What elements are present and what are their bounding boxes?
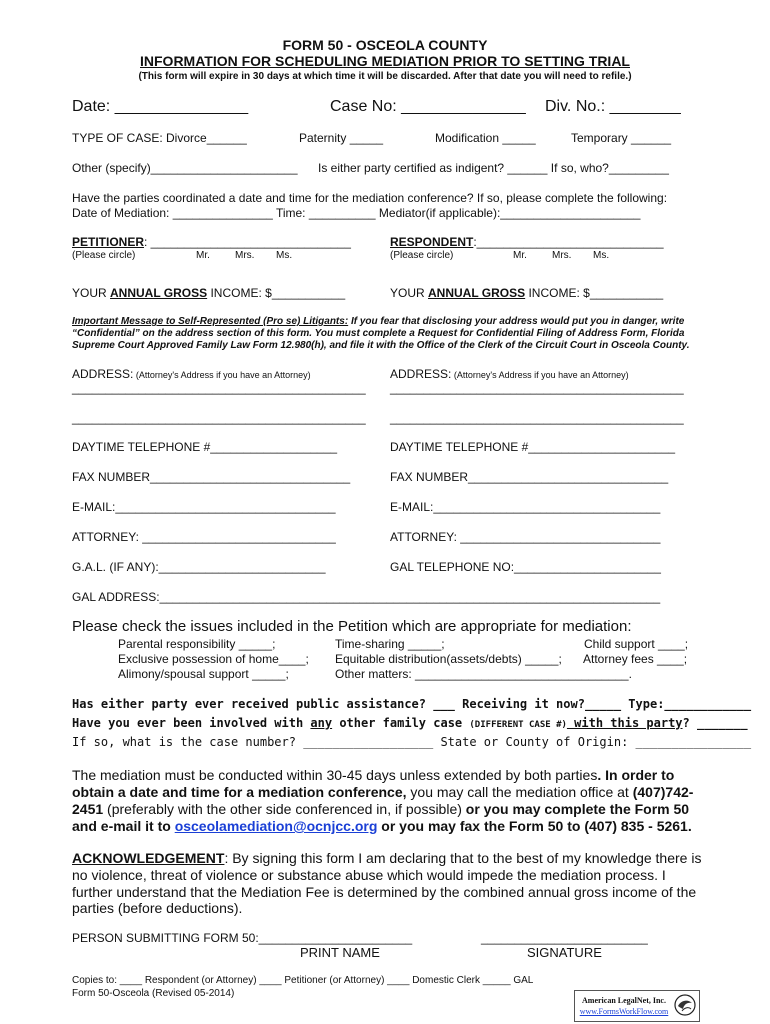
issue-exclusive-possession[interactable]: Exclusive possession of home____; [118,652,309,666]
q-with: with this party [566,716,683,730]
income-prefix: YOUR [72,286,111,300]
income-prefix: YOUR [390,286,429,300]
respondent-address-label [390,367,629,381]
petitioner-address-label [72,367,311,381]
form-title: FORM 50 - OSCEOLA COUNTY [282,37,488,53]
respondent-mrs[interactable]: Mrs. [552,250,572,261]
petitioner-mrs[interactable]: Mrs. [235,250,255,261]
income-annual-gross: ANNUAL GROSS [110,286,208,300]
m2b: you may call the mediation office at [410,784,633,800]
form-subtitle: INFORMATION FOR SCHEDULING MEDIATION PRIOR TO SETTING TRIAL [140,53,630,69]
respondent-phone-field[interactable]: DAYTIME TELEPHONE #______________________ [390,440,676,454]
respondent-line: :____________________________ [473,235,664,249]
ack-label: ACKNOWLEDGEMENT [72,850,225,866]
person-submitting-field[interactable]: PERSON SUBMITTING FORM 50:_______________________ [72,931,413,945]
print-name-label: PRINT NAME [300,945,380,960]
m4a: and e-mail it to [72,818,175,834]
issue-time-sharing[interactable]: Time-sharing _____; [335,637,445,651]
copies-to-line[interactable]: Copies to: ____ Respondent (or Attorney) ____ Petitioner (or Attorney) ____ Domestic Clerk _____ GAL [72,975,534,986]
case-type-paternity[interactable]: Paternity _____ [299,131,384,145]
address-label: ADDRESS: [390,367,452,381]
issue-parental-responsibility[interactable]: Parental responsibility _____; [118,637,276,651]
issues-heading: Please check the issues included in the Petition which are appropriate for mediation: [72,618,632,635]
respondent-circle-note: (Please circle) [390,250,454,261]
q-pre: Have you ever been involved with [72,716,311,730]
m1b: . In order to [597,767,675,783]
american-legalnet-logo [574,990,700,1022]
income-suffix: INCOME: $___________ [207,286,346,300]
ack-line1 [72,850,701,866]
indigent-question[interactable]: Is either party certified as indigent? ______ If so, who?_________ [318,161,669,175]
mediation-line3 [72,801,689,817]
petitioner-circle-note: (Please circle) [72,250,136,261]
respondent-address-line2[interactable]: ____________________________________________ [390,411,684,425]
issue-other-matters[interactable]: Other matters: ________________________________. [335,667,632,681]
address-label: ADDRESS: [72,367,134,381]
gal-phone-field[interactable]: GAL TELEPHONE NO:______________________ [390,560,661,574]
respondent-ms[interactable]: Ms. [593,250,610,261]
mediation-email-link[interactable]: osceolamediation@ocnjcc.org [174,818,378,834]
other-family-case-question[interactable] [72,716,748,730]
q-any: any [310,716,333,730]
issue-child-support[interactable]: Child support ____; [584,637,689,651]
coordinated-question: Have the parties coordinated a date and time for the mediation conference? If so, please complete the following: [72,191,668,205]
respondent-income-field[interactable] [390,286,663,300]
logo-company-name: American LegalNet, Inc. [582,996,666,1005]
petitioner-address-line1[interactable]: ____________________________________________ [72,381,366,395]
petitioner-email-field[interactable]: E-MAIL:_________________________________ [72,500,336,514]
petitioner-phone-field[interactable]: DAYTIME TELEPHONE #___________________ [72,440,338,454]
petitioner-income-field[interactable] [72,286,345,300]
logo-text [579,995,669,1017]
respondent-email-field[interactable]: E-MAIL:__________________________________ [390,500,661,514]
petitioner-attorney-field[interactable]: ATTORNEY: _____________________________ [72,530,336,544]
m4b: or you may fax the Form 50 to (407) 835 - 5261. [377,818,692,834]
m2c: (407)742- [632,784,694,800]
q-mid: other family case [332,716,470,730]
address-note: (Attorney's Address if you have an Attorney) [451,370,629,380]
important-message-line1 [72,316,684,327]
income-annual-gross: ANNUAL GROSS [428,286,526,300]
issue-equitable-distribution[interactable]: Equitable distribution(assets/debts) _____; [335,652,562,666]
ack-line2: no violence, threat of violence or substance abuse which would impede the mediation process. I [72,867,666,883]
signature-line[interactable]: _________________________ [481,931,648,945]
logo-url[interactable]: www.FormsWorkFlow.com [579,1007,669,1016]
date-field[interactable]: Date: _______________ [72,98,249,115]
ack-line3: further understand that the Mediation Fee is determined by the combined annual gross income of the [72,884,697,900]
petitioner-address-line2[interactable]: ____________________________________________ [72,411,366,425]
ack-line4: parties (before deductions). [72,900,243,916]
mediation-line2 [72,784,693,800]
m3b: (preferably with the other side conferenced in, if possible) [103,801,466,817]
mediation-date-time-field[interactable]: Date of Mediation: _______________ Time: __________ Mediator(if applicable):_____________________ [72,206,641,220]
gal-field[interactable]: G.A.L. (IF ANY):_________________________ [72,560,326,574]
case-type-other[interactable]: Other (specify)______________________ [72,161,298,175]
petitioner-mr[interactable]: Mr. [196,250,210,261]
income-suffix: INCOME: $___________ [525,286,664,300]
important-message-line3: Supreme Court Approved Family Law Form 12.980(h), and file it with the Office of the Clerk of the Circuit Court in Osceola County. [72,340,690,351]
petitioner-ms[interactable]: Ms. [276,250,293,261]
signature-label: SIGNATURE [527,945,602,960]
petitioner-field[interactable] [72,235,351,249]
petitioner-label: PETITIONER [72,235,145,249]
important-message-rest: If you fear that disclosing your address would put you in danger, write [348,316,685,327]
petitioner-fax-field[interactable]: FAX NUMBER______________________________ [72,470,351,484]
address-note: (Attorney's Address if you have an Attorney) [133,370,311,380]
div-no-field[interactable]: Div. No.: ________ [545,98,681,115]
issue-alimony[interactable]: Alimony/spousal support _____; [118,667,289,681]
m2a: obtain a date and time for a mediation conference, [72,784,411,800]
issue-attorney-fees[interactable]: Attorney fees ____; [583,652,688,666]
case-type-modification[interactable]: Modification _____ [435,131,536,145]
gal-address-field[interactable]: GAL ADDRESS:___________________________________________________________________________ [72,590,661,604]
ack-text: : By signing this form I am declaring that to the best of my knowledge there is [224,850,702,866]
expiry-notice: (This form will expire in 30 days at which time it will be discarded. After that date you will need to refile.) [138,71,632,82]
case-no-field[interactable]: Case No: ______________ [330,98,526,115]
respondent-field[interactable] [390,235,664,249]
mediation-line1 [72,767,674,783]
m3a: 2451 [72,801,104,817]
petitioner-line: : ______________________________ [144,235,351,249]
globe-icon [674,994,696,1016]
form-revision: Form 50-Osceola (Revised 05-2014) [72,988,235,999]
m1a: The mediation must be conducted within 30-45 days unless extended by both parties [72,767,598,783]
public-assistance-question[interactable]: Has either party ever received public assistance? ___ Receiving it now?_____ Type:____________ [72,697,752,711]
respondent-mr[interactable]: Mr. [513,250,527,261]
important-message-lead: Important Message to Self-Represented (Pro se) Litigants: [72,316,349,327]
case-type-divorce[interactable]: TYPE OF CASE: Divorce______ [72,131,247,145]
m3c: or you may complete the Form 50 [465,801,690,817]
respondent-fax-field[interactable]: FAX NUMBER______________________________ [390,470,669,484]
respondent-label: RESPONDENT [390,235,474,249]
respondent-address-line1[interactable]: ____________________________________________ [390,381,684,395]
q-post: ? _______ [682,716,748,730]
important-message-line2: “Confidential” on the address section of this form. You must complete a Request for Confidential Filing of Address Form, Florida [72,328,685,339]
respondent-attorney-field[interactable]: ATTORNEY: ______________________________ [390,530,661,544]
mediation-line4 [72,818,692,834]
case-type-temporary[interactable]: Temporary ______ [571,131,672,145]
case-number-origin-field[interactable]: If so, what is the case number? __________________ State or County of Origin: ________________ [72,735,752,749]
q-small: (DIFFERENT CASE #) [469,720,567,730]
